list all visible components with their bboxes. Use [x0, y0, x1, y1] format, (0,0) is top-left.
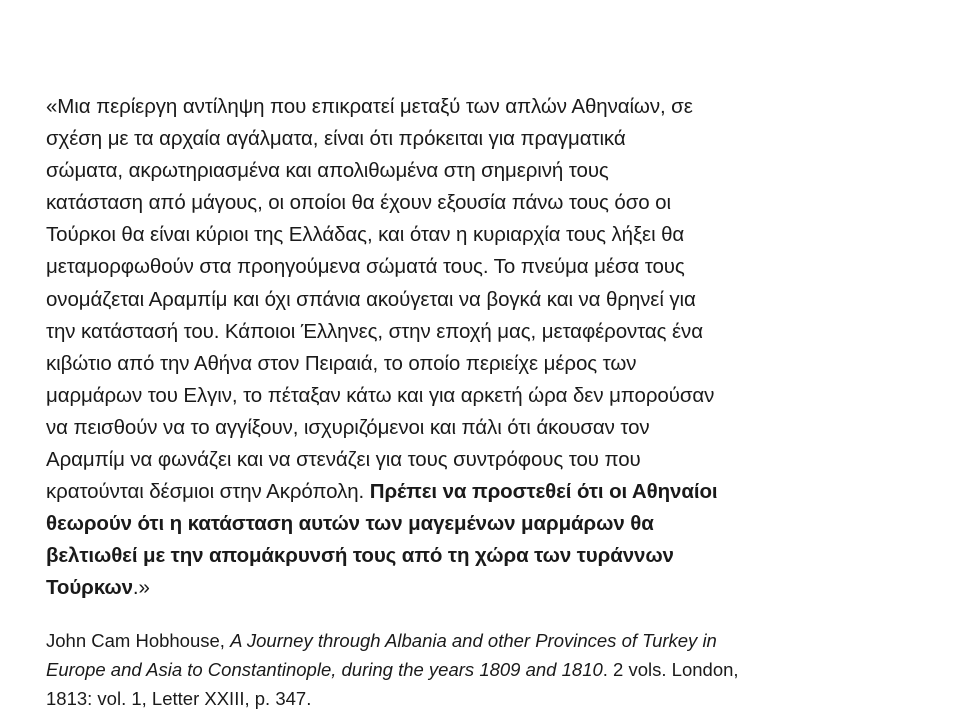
citation-title: A Journey through Albania and other Provinces of Turkey in Europe and Asia to Constantinople, during the years 1809 and 1810	[46, 630, 717, 680]
quote-paragraph	[46, 91, 916, 605]
quote-closing-text: .»	[132, 576, 150, 600]
quote-regular-text: «Μια περίεργη αντίληψη που επικρατεί μεταξύ των απλών Αθηναίων, σε σχέση με τα αρχαία αγάλματα, είναι ότι πρόκειται για πραγματικά σώματα, ακρωτηριασμένα και απολιθωμένα στη σημερινή τους κατάσταση από μάγους, οι οποίοι θα έχουν εξουσία πάνω τους όσο οι Τούρκοι θα είναι κύριοι της Ελλάδας, και όταν η κυριαρχία τους λήξει θα μεταμορφωθούν στα προηγούμενα σώματά τους. Το πνεύμα μέσα τους ονομάζεται Αραμπίμ και όχι σπάνια ακούγεται να βογκά και να θρηνεί για την κατάστασή του. Κάποιοι Έλληνες, στην εποχή μας, μεταφέροντας ένα κιβώτιο από την Αθήνα στον Πειραιά, το οποίο περιείχε μέρος των μαρμάρων του Ελγιν, το πέταξαν κάτω και για αρκετή ώρα δεν μπορούσαν να πεισθούν να το αγγίξουν, ισχυριζόμενοι και πάλι ότι άκουσαν τον Αραμπίμ να φωνάζει και να στενάζει για τους συντρόφους του που κρατούνται δέσμιοι στην Ακρόπολη.	[46, 95, 715, 504]
citation	[46, 626, 916, 713]
citation-author: John Cam Hobhouse,	[46, 630, 231, 651]
citation-details: . 2 vols. London, 1813: vol. 1, Letter XXIII, p. 347.	[46, 659, 739, 709]
quote-bold-text: Πρέπει να προστεθεί ότι οι Αθηναίοι θεωρούν ότι η κατάσταση αυτών των μαγεμένων μαρμάρων θα βελτιωθεί με την απομάκρυνσή τους από τη χώρα των τυράννων Τούρκων	[46, 480, 718, 600]
